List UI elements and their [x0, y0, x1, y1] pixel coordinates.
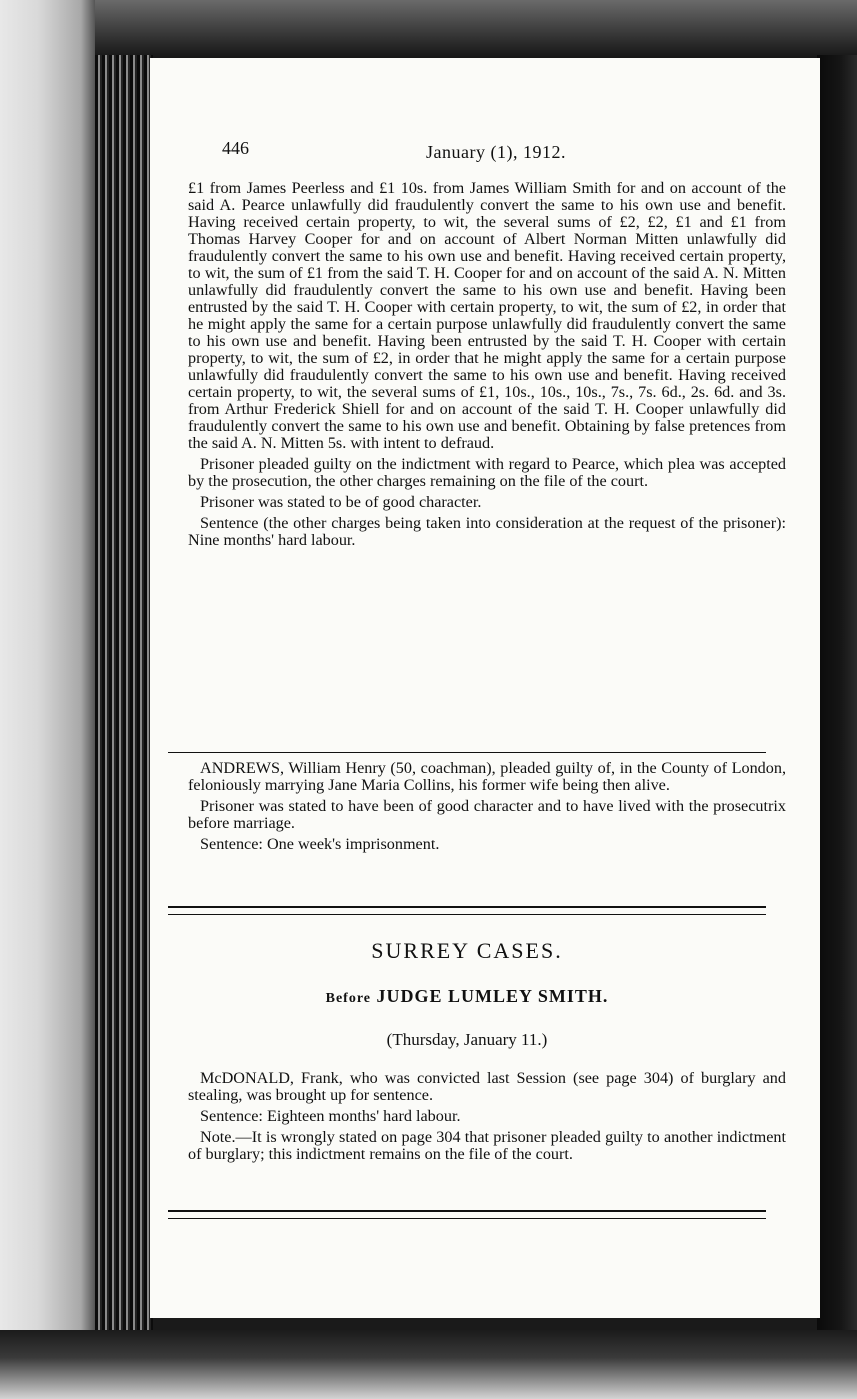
section-rule-upper-1	[168, 906, 766, 908]
andrews-case-block	[188, 760, 786, 853]
scan-border-bottom	[0, 1330, 857, 1399]
sentence-paragraph: Sentence (the other charges being taken into consideration at the request of the prisoner): Nine months' hard labour.	[188, 514, 786, 549]
section-title: SURREY CASES.	[371, 938, 563, 963]
indictment-paragraph: £1 from James Peerless and £1 10s. from James William Smith for and on account of the said A. Pearce unlawfully did fraudulently convert the same to his own use and benefit. Having received certain property, to wit, the several sums of £2, £2, £1 and £1 from Thomas Harvey Cooper for and on account of Albert Norman Mitten unlawfully did fraudulently convert the same to his own use and benefit. Having received certain property, to wit, the sum of £1 from the said T. H. Cooper for and on account of the said A. N. Mitten unlawfully did fraudulently convert the same to his own use and benefit. Having been entrusted by the said T. H. Cooper with certain property, to wit, the sum of £2, in order that he might apply the same for a certain purpose unlawfully did fraudulently convert the same to his own use and benefit. Having been entrusted by the said T. H. Cooper with certain property, to wit, the sum of £2, in order that he might apply the same for a certain purpose unlawfully did fraudulently convert the same to his own use and benefit. Having received certain property, to wit, the several sums of £1, 10s., 10s., 10s., 7s., 7s. 6d., 2s. 6d. and 3s. from Arthur Frederick Shiell for and on account of the said T. H. Cooper unlawfully did fraudulently convert the same to his own use and benefit. Obtaining by false pretences from the said A. N. Mitten 5s. with intent to defraud.	[188, 179, 786, 452]
end-rule-2	[168, 1218, 766, 1219]
andrews-charge-paragraph: ANDREWS, William Henry (50, coachman), pleaded guilty of, in the County of London, feloniously marrying Jane Maria Collins, his former wife being then alive.	[188, 759, 786, 794]
scan-border-left	[0, 0, 95, 1399]
running-date: January (1), 1912.	[426, 142, 566, 162]
book-page-edges	[95, 55, 153, 1330]
plea-paragraph: Prisoner pleaded guilty on the indictment with regard to Pearce, which plea was accepted by the prosecution, the other charges remaining on the file of the court.	[188, 455, 786, 490]
character-paragraph: Prisoner was stated to be of good character.	[200, 493, 482, 511]
scan-border-right	[817, 55, 857, 1345]
end-rule-1	[168, 1210, 766, 1212]
scan-border-top	[0, 0, 857, 62]
mcdonald-sentence-paragraph: Sentence: Eighteen months' hard labour.	[200, 1107, 461, 1125]
running-header	[222, 138, 712, 166]
mcdonald-charge-paragraph: McDONALD, Frank, who was convicted last Session (see page 304) of burglary and stealing, was brought up for sentence.	[188, 1069, 786, 1104]
andrews-character-paragraph: Prisoner was stated to have been of good character and to have lived with the prosecutrix before marriage.	[188, 797, 786, 832]
judge-name: JUDGE LUMLEY SMITH.	[376, 986, 609, 1006]
section-rule-upper-2	[168, 914, 766, 915]
andrews-sentence-paragraph: Sentence: One week's imprisonment.	[200, 835, 440, 853]
pearce-case-block	[188, 180, 786, 549]
note-paragraph: Note.—It is wrongly stated on page 304 that prisoner pleaded guilty to another indictment of burglary; this indictment remains on the file of the court.	[188, 1128, 786, 1163]
mcdonald-case-block	[188, 1070, 786, 1163]
judge-prefix: Before	[325, 991, 372, 1006]
judge-heading	[168, 986, 766, 1007]
session-date: (Thursday, January 11.)	[386, 1030, 548, 1049]
book-page	[150, 58, 820, 1318]
page-number: 446	[222, 138, 249, 158]
case-divider	[168, 752, 766, 753]
